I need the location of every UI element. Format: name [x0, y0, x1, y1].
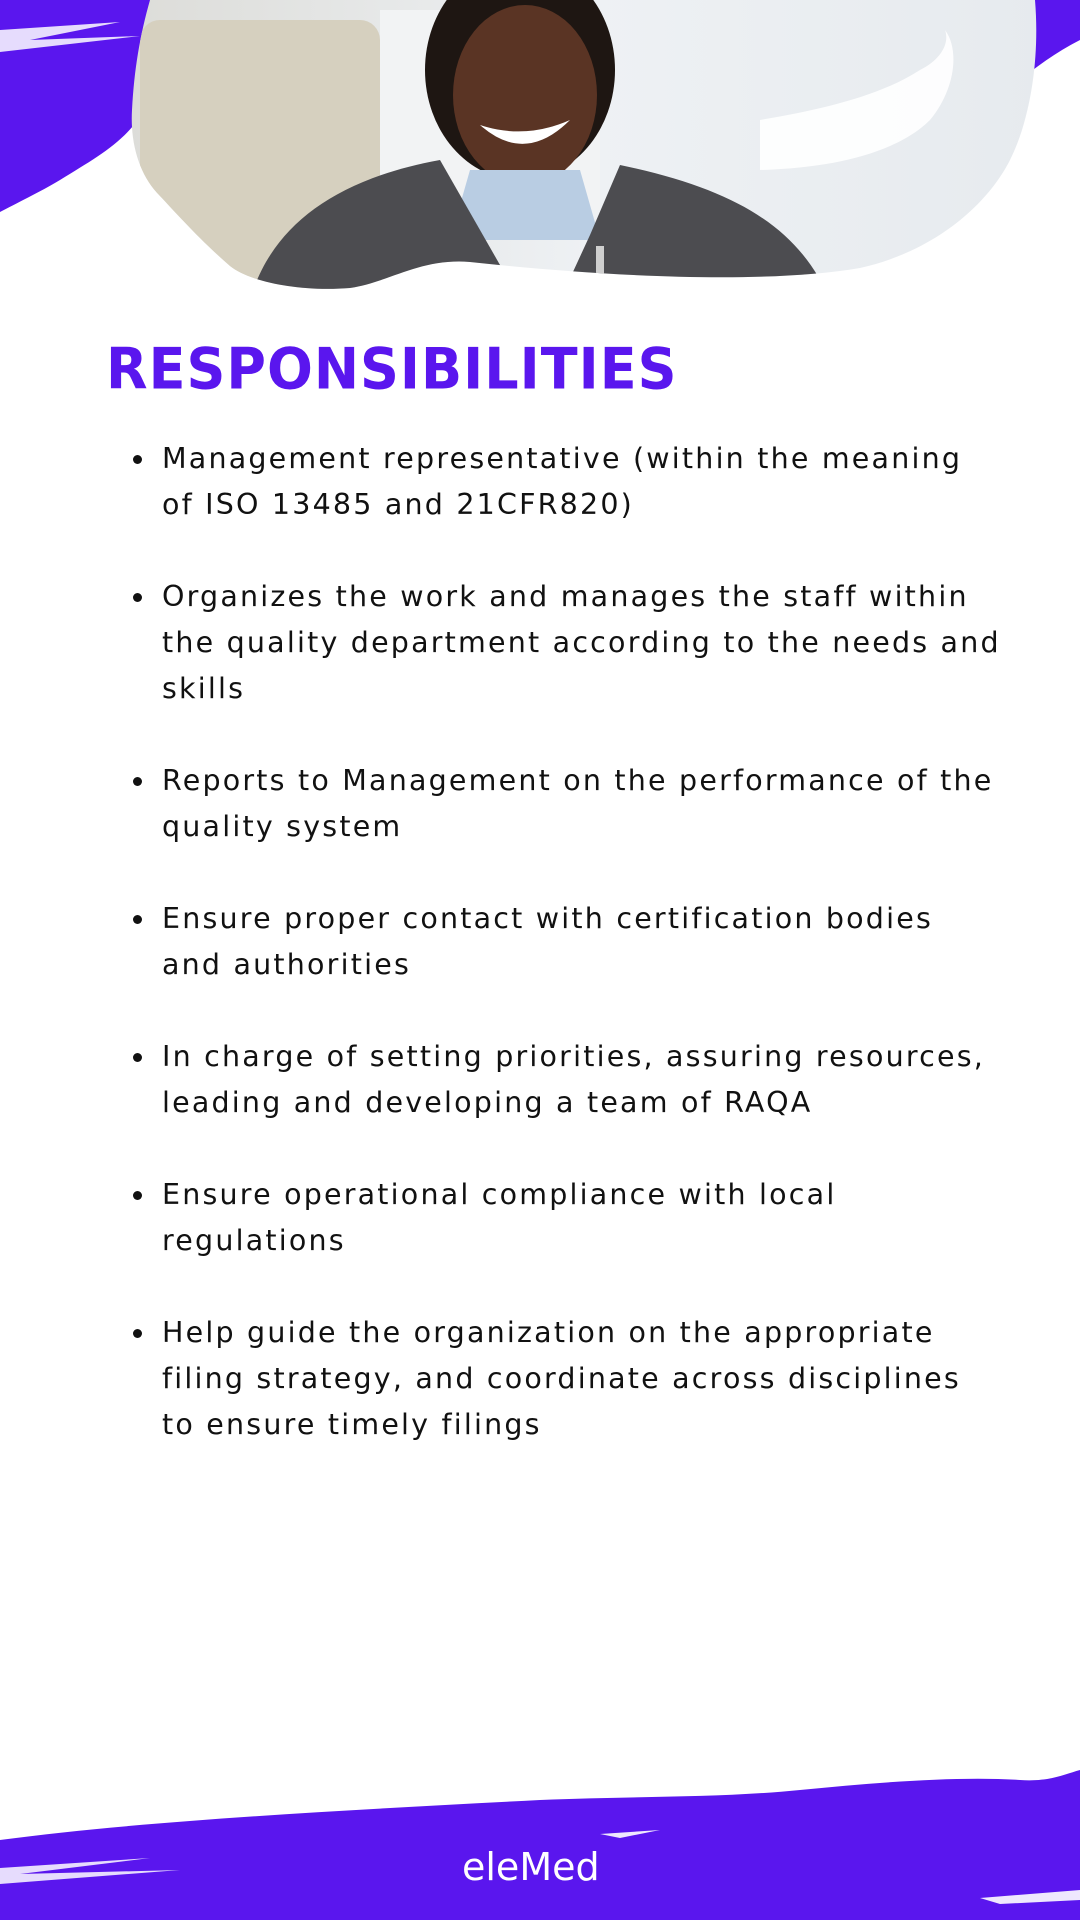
list-item	[162, 436, 1002, 528]
list-item	[162, 1034, 1002, 1126]
list-item-text: Management representative (within the meaning of ISO 13485 and 21CFR820)	[162, 442, 963, 521]
list-item-text: Help guide the organization on the appropriate filing strategy, and coordinate across disciplines to ensure timely filings	[162, 1316, 961, 1441]
list-item	[162, 1310, 1002, 1448]
header-banner	[0, 0, 1080, 300]
list-item-text: Ensure operational compliance with local regulations	[162, 1178, 837, 1257]
portrait-photo	[120, 0, 1060, 300]
list-item-text: In charge of setting priorities, assuring resources, leading and developing a team of RAQA	[162, 1040, 986, 1119]
list-item-text: Organizes the work and manages the staff within the quality department according to the needs and skills	[162, 580, 1001, 705]
bullet-icon	[133, 1329, 142, 1338]
bullet-icon	[133, 593, 142, 602]
bullet-icon	[133, 455, 142, 464]
bullet-icon	[133, 1191, 142, 1200]
list-item-text: Ensure proper contact with certification bodies and authorities	[162, 902, 933, 981]
brand-logo	[462, 1846, 618, 1890]
footer-banner	[0, 1760, 1080, 1920]
list-item	[162, 1172, 1002, 1264]
brand-logo-text: eleMed	[462, 1846, 600, 1889]
list-item	[162, 574, 1002, 712]
list-item-text: Reports to Management on the performance of the quality system	[162, 764, 994, 843]
responsibilities-list	[162, 436, 1002, 1494]
bullet-icon	[133, 777, 142, 786]
bullet-icon	[133, 1053, 142, 1062]
list-item	[162, 896, 1002, 988]
bullet-icon	[133, 915, 142, 924]
page-title: RESPONSIBILITIES	[106, 336, 678, 403]
list-item	[162, 758, 1002, 850]
